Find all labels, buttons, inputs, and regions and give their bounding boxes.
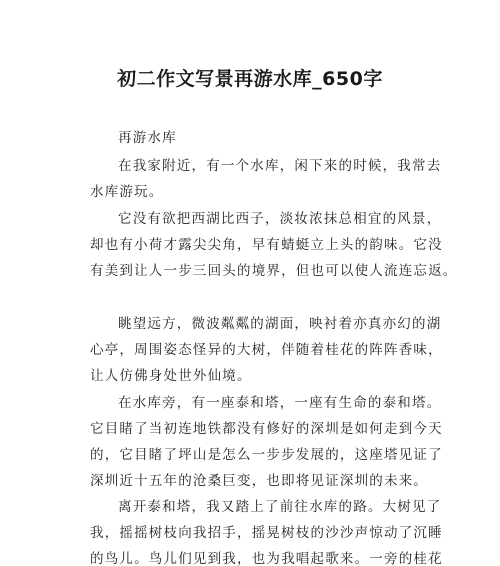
paragraph-line: 心亭，周围姿态怪异的大树，伴随着桂花的阵阵香味， (90, 342, 443, 358)
paragraph-line: 让人仿佛身处世外仙境。 (90, 368, 252, 384)
paragraph-line: 水库游玩。 (90, 184, 164, 200)
paragraph-line: 我，摇摇树枝向我招手，摇晃树枝的沙沙声惊动了沉睡 (90, 525, 443, 541)
paragraph-line: 在水库旁，有一座泰和塔，一座有生命的泰和塔。 (118, 395, 442, 411)
essay-subtitle: 再游水库 (118, 130, 177, 146)
paragraph-line: 的鸟儿。鸟儿们见到我，也为我唱起歌来。一旁的桂花 (90, 551, 443, 566)
paragraph-line: 在我家附近，有一个水库，闲下来的时候，我常去 (118, 158, 442, 174)
paragraph-line: 的，它目睹了坪山是怎么一步步发展的，这座塔见证了 (90, 447, 443, 463)
paragraph-line: 眺望远方，微波粼粼的湖面，映衬着亦真亦幻的湖 (118, 316, 442, 332)
paragraph-line: 离开泰和塔，我又踏上了前往水库的路。大树见了 (118, 499, 442, 515)
paragraph-line: 却也有小荷才露尖尖角，早有蜻蜓立上头的韵味。它没 (90, 237, 443, 253)
paragraph-line: 它没有欲把西湖比西子，淡妆浓抹总相宜的风景， (118, 211, 442, 227)
document-title: 初二作文写景再游水库_650字 (117, 68, 383, 90)
paragraph-line: 它目睹了当初连地铁都没有修好的深圳是如何走到今天 (90, 421, 443, 437)
paragraph-line: 深圳近十五年的沧桑巨变，也即将见证深圳的未来。 (90, 473, 429, 489)
paragraph-line: 有美到让人一步三回头的境界，但也可以使人流连忘返。 (90, 263, 458, 279)
